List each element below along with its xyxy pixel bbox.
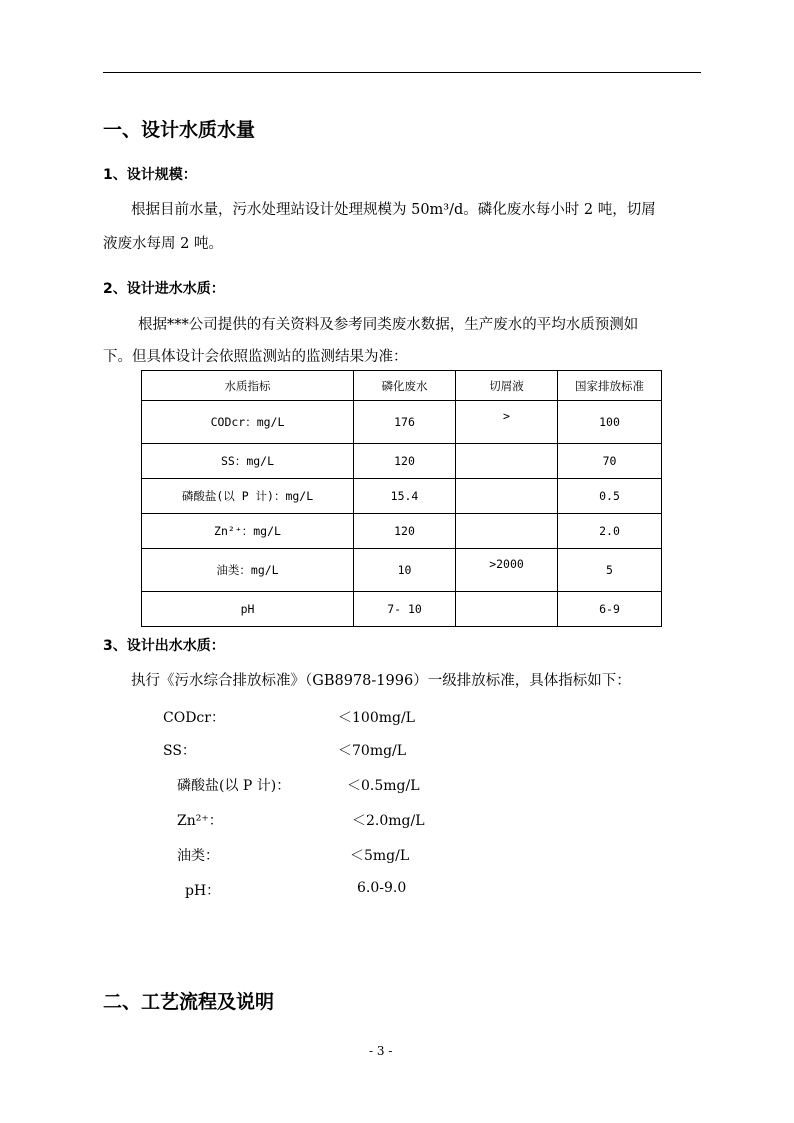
table-cell: 176 (354, 401, 456, 444)
inflow-quality-heading: 2、设计进水水质： (103, 281, 225, 297)
table-cell: 6-9 (558, 592, 662, 627)
column-header: 国家排放标准 (558, 371, 662, 401)
limit-name: 油类： (177, 848, 219, 864)
limit-value: ＜70mg/L (338, 743, 407, 759)
table-cell: 7- 10 (354, 592, 456, 627)
table-cell: 油类：mg/L (142, 549, 354, 592)
table-header-row (142, 371, 662, 401)
table-cell (456, 479, 558, 514)
table-cell: > (456, 401, 558, 444)
limit-name: 磷酸盐(以 P 计)： (177, 778, 291, 794)
effluent-quality-text: 执行《污水综合排放标准》（GB8978-1996）一级排放标准，具体指标如下： (131, 673, 631, 689)
inflow-quality-text-line2: 下。但具体设计会依照监测站的监测结果为准： (103, 349, 408, 365)
limit-value: ＜100mg/L (338, 710, 415, 726)
design-scale-heading: 1、设计规模： (103, 167, 197, 183)
table-cell: 120 (354, 514, 456, 549)
table-row (142, 549, 662, 592)
table-cell: CODcr：mg/L (142, 401, 354, 444)
limit-name: Zn²⁺： (177, 813, 223, 829)
table-cell: >2000 (456, 549, 558, 592)
table-cell (456, 592, 558, 627)
limit-value: ＜5mg/L (350, 848, 410, 864)
column-header: 磷化废水 (354, 371, 456, 401)
table-cell (456, 444, 558, 479)
table-cell: 100 (558, 401, 662, 444)
inflow-quality-text-line1: 根据***公司提供的有关资料及参考同类废水数据，生产废水的平均水质预测如 (138, 317, 639, 333)
table-cell: 0.5 (558, 479, 662, 514)
table-cell: 10 (354, 549, 456, 592)
table-cell: 120 (354, 444, 456, 479)
design-scale-text-line2: 液废水每周 2 吨。 (103, 236, 223, 252)
table-row (142, 401, 662, 444)
table-row (142, 444, 662, 479)
table-cell: Zn²⁺：mg/L (142, 514, 354, 549)
section-1-heading: 一、设计水质水量 (103, 119, 256, 141)
table-row (142, 479, 662, 514)
limit-name: pH： (185, 883, 221, 899)
section-2-heading: 二、工艺流程及说明 (103, 991, 275, 1013)
table-cell: 5 (558, 549, 662, 592)
limit-value: 6.0-9.0 (357, 880, 407, 896)
limit-value: ＜0.5mg/L (347, 778, 420, 794)
table-cell: 磷酸盐(以 P 计)：mg/L (142, 479, 354, 514)
limit-value: ＜2.0mg/L (352, 813, 425, 829)
table-cell: pH (142, 592, 354, 627)
limit-name: SS： (163, 743, 196, 759)
table-cell (456, 514, 558, 549)
column-header: 水质指标 (142, 371, 354, 401)
page-number: - 3 - (369, 1044, 393, 1058)
limit-name: CODcr： (163, 710, 225, 726)
header-rule (103, 72, 701, 73)
table-cell: 15.4 (354, 479, 456, 514)
design-scale-text-line1: 根据目前水量，污水处理站设计处理规模为 50m³/d。磷化废水每小时 2 吨，切屑 (131, 202, 656, 218)
effluent-quality-heading: 3、设计出水水质： (103, 638, 225, 654)
table-row (142, 514, 662, 549)
inflow-quality-table (141, 370, 662, 627)
column-header: 切屑液 (456, 371, 558, 401)
table-cell: 70 (558, 444, 662, 479)
table-row (142, 592, 662, 627)
table-cell: 2.0 (558, 514, 662, 549)
table-cell: SS：mg/L (142, 444, 354, 479)
